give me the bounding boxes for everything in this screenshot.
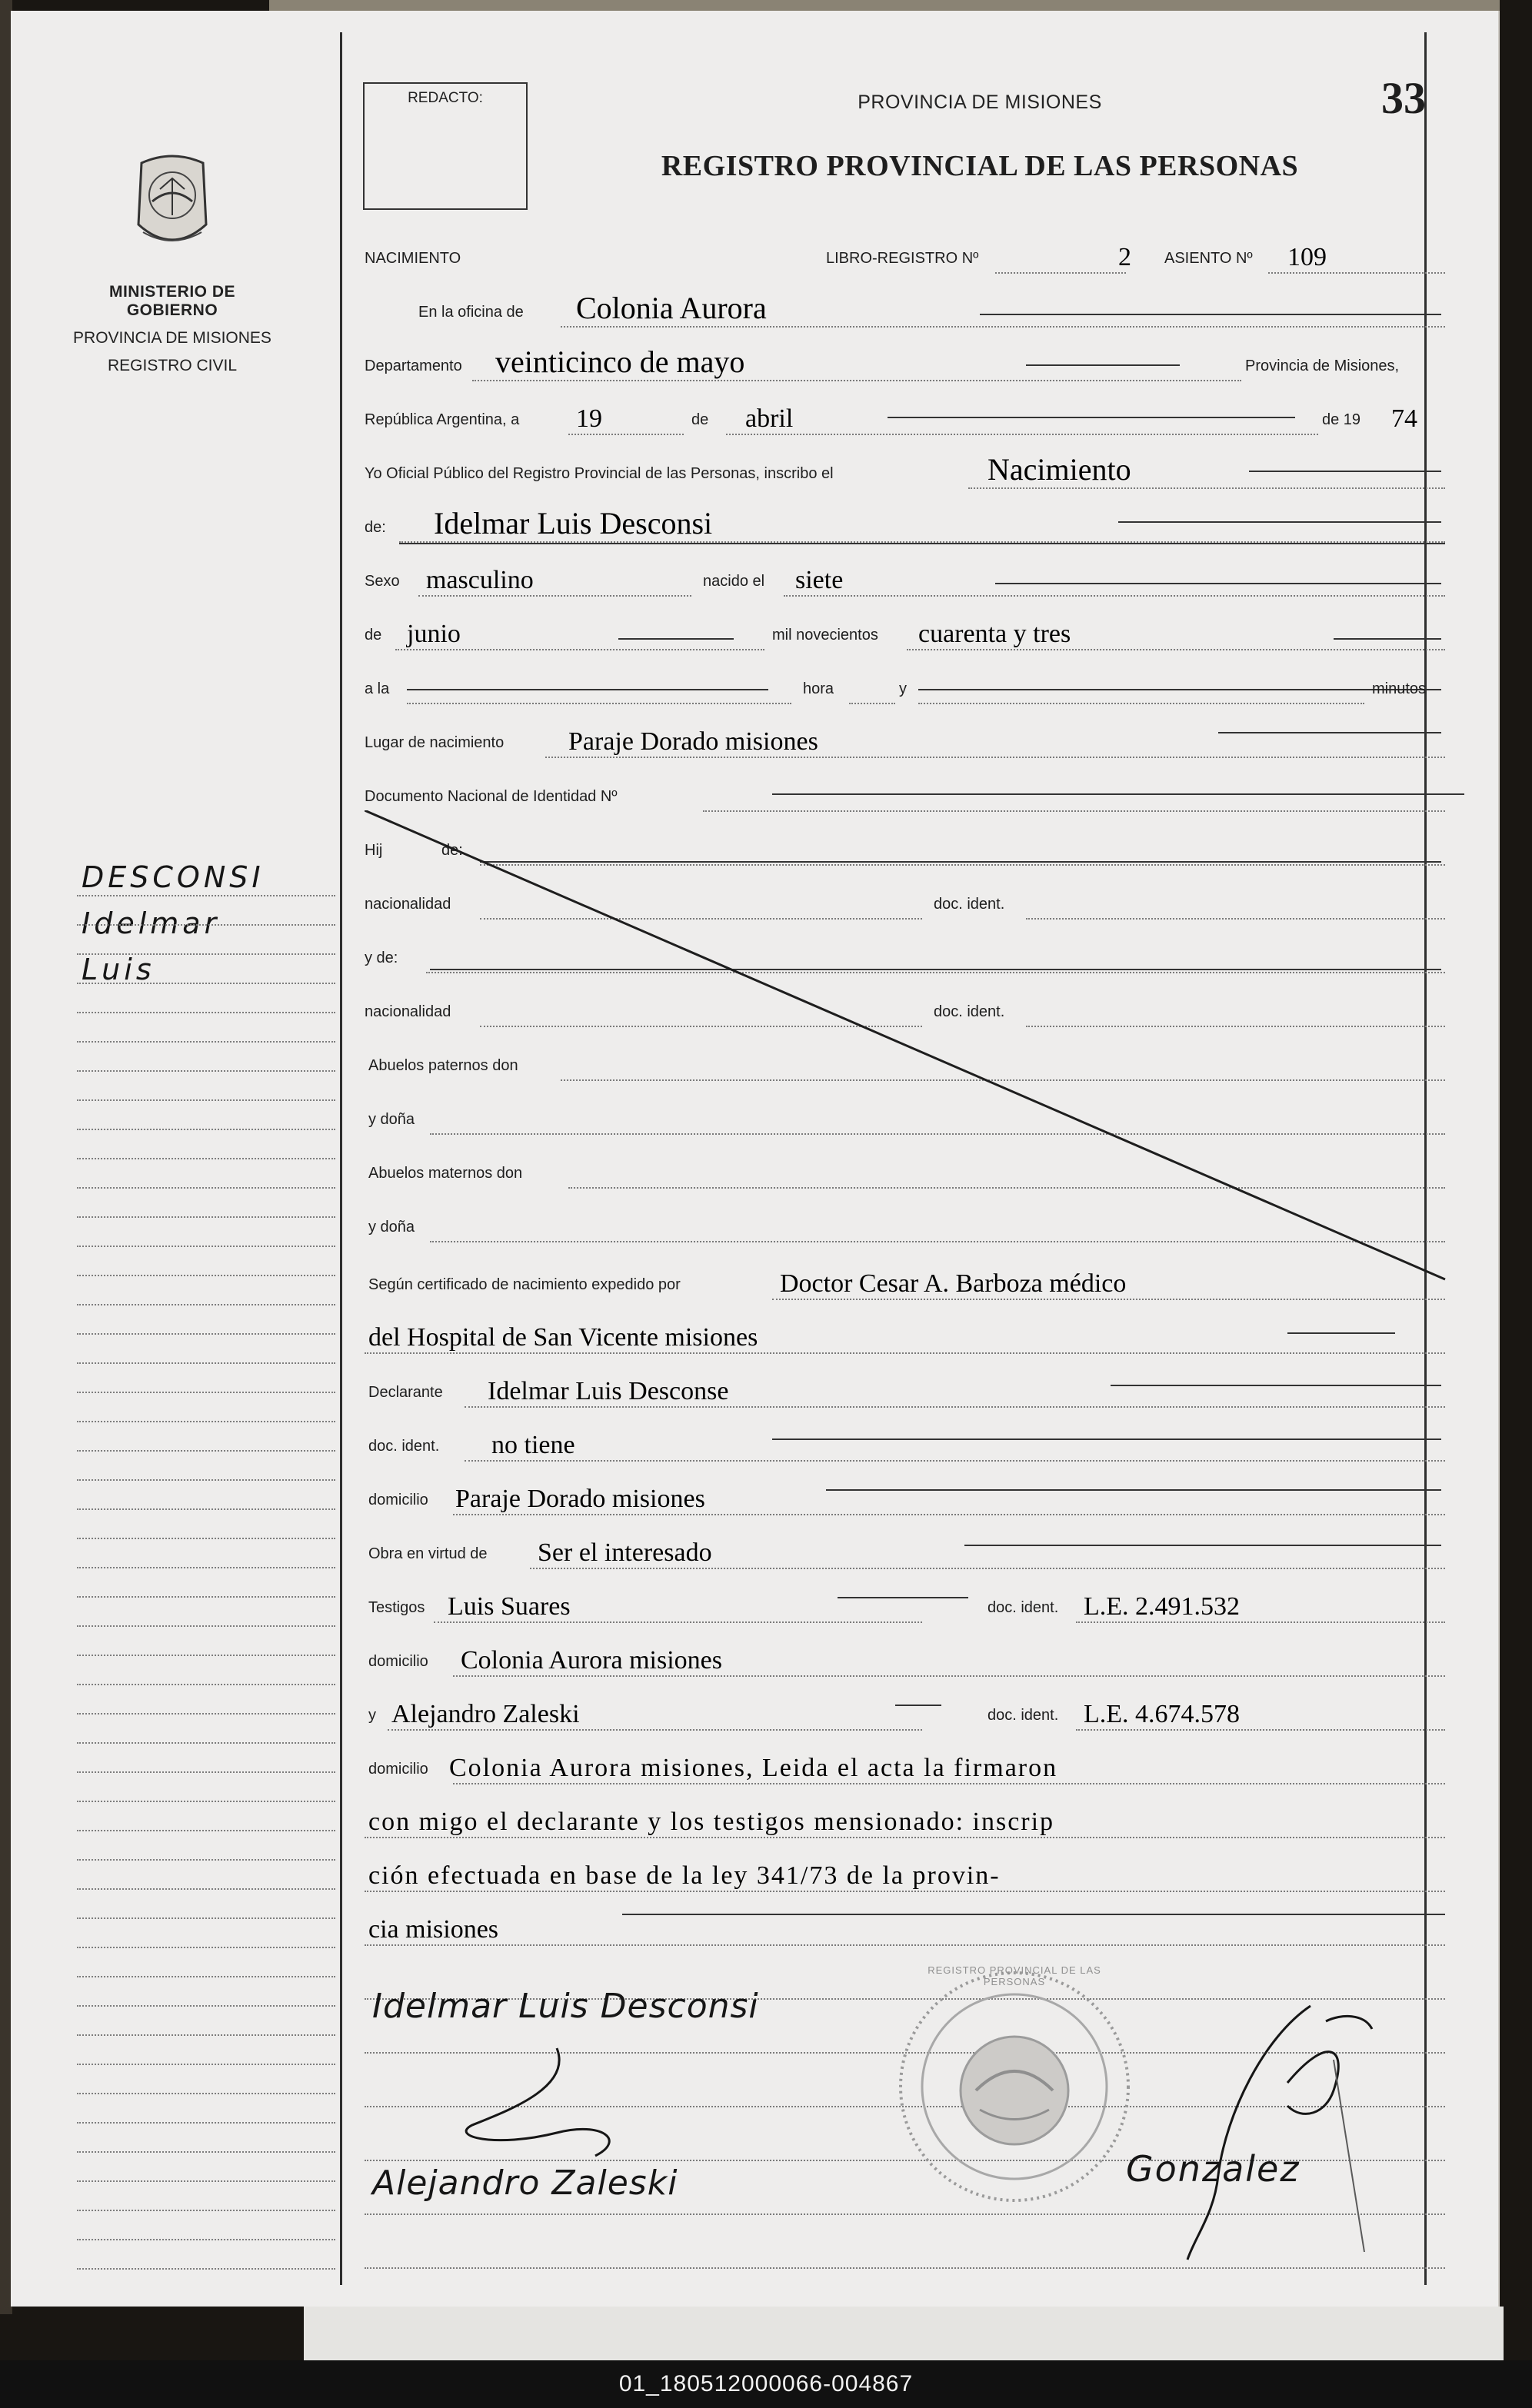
- nacido-label: nacido el: [703, 573, 765, 590]
- testigo1-value: Luis Suares: [448, 1592, 571, 1621]
- sexo-value: masculino: [426, 566, 534, 594]
- margin-rule: [77, 2210, 335, 2211]
- margin-rule: [77, 1976, 335, 1977]
- abuelos-maternos-label: Abuelos maternos don: [368, 1165, 523, 1182]
- redacto-label: REDACTO:: [408, 90, 483, 106]
- testigo2-doc-label: doc. ident.: [987, 1707, 1059, 1724]
- margin-rule: [77, 1070, 335, 1072]
- asiento-label: ASIENTO Nº: [1164, 250, 1253, 267]
- declarante-doc-row: [365, 1414, 1445, 1468]
- margin-rule: [77, 1713, 335, 1715]
- margin-rule: [77, 1392, 335, 1393]
- maternos-dona-label: y doña: [368, 1219, 415, 1236]
- provincia-suffix: Provincia de Misiones,: [1245, 358, 1400, 374]
- margin-rule: [77, 1801, 335, 1802]
- margin-rule: [77, 1012, 335, 1013]
- registry-title: REGISTRO PROVINCIAL DE LAS PERSONAS: [661, 150, 1299, 182]
- testigos-label: Testigos: [368, 1599, 425, 1616]
- note-row-3: [365, 1898, 1445, 1952]
- margin-rule: [77, 1567, 335, 1568]
- lugar-value: Paraje Dorado misiones: [568, 727, 818, 756]
- caption-bar: [0, 2360, 1532, 2408]
- departamento-value: veinticinco de mayo: [495, 344, 745, 379]
- day-value: 19: [576, 404, 602, 433]
- official-signature-flourish-icon: [1172, 1991, 1387, 2267]
- republica-label: República Argentina, a: [365, 411, 520, 428]
- testigo1-doc-value: L.E. 2.491.532: [1084, 1592, 1241, 1621]
- strike-through-line: [365, 810, 1449, 1287]
- oficina-row: [365, 280, 1445, 334]
- hij-de-label: de:: [441, 842, 463, 859]
- declarante-doc-label: doc. ident.: [368, 1438, 440, 1455]
- testigo1-domicilio-row: [365, 1629, 1445, 1683]
- minutos-label: minutos: [1372, 680, 1427, 697]
- margin-rule: [77, 895, 335, 896]
- segun-value: Doctor Cesar A. Barboza médico: [780, 1269, 1127, 1298]
- margin-rule: [77, 924, 335, 926]
- declarante-row: [365, 1360, 1445, 1414]
- margin-rule: [77, 2064, 335, 2065]
- margin-rule: [77, 2180, 335, 2182]
- month-value: abril: [745, 404, 794, 433]
- domicilio-label: domicilio: [368, 1492, 428, 1508]
- domicilio-row: [365, 1468, 1445, 1522]
- oficial-label: Yo Oficial Público del Registro Provincial de las Personas, inscribo el: [365, 465, 834, 482]
- margin-rule: [77, 1830, 335, 1831]
- province-header: PROVINCIA DE MISIONES: [858, 91, 1102, 113]
- margin-rule: [77, 1947, 335, 1948]
- name-label: de:: [365, 519, 386, 536]
- note-line-1: con migo el declarante y los testigos mensionado: inscrip: [368, 1808, 1055, 1836]
- page-number: 33: [1381, 73, 1426, 123]
- mes-row: [365, 603, 1445, 657]
- margin-rule: [77, 1275, 335, 1276]
- sexo-label: Sexo: [365, 573, 400, 590]
- asiento-value: 109: [1287, 243, 1327, 271]
- margin-rule: [77, 983, 335, 984]
- scan-background-bottom: [304, 2307, 1504, 2360]
- testigo1-dom-label: domicilio: [368, 1653, 428, 1670]
- margin-rule: [77, 953, 335, 955]
- departamento-row: [365, 334, 1445, 387]
- declarante-label: Declarante: [368, 1384, 443, 1401]
- margin-rule: [77, 1362, 335, 1364]
- left-frame-line: [340, 32, 342, 2285]
- segun-cont-value: del Hospital de San Vicente misiones: [368, 1323, 758, 1352]
- hora-row: [365, 657, 1445, 710]
- birth-month-value: junio: [407, 620, 461, 648]
- margin-rule: [77, 1771, 335, 1773]
- record-type-row: [365, 226, 1445, 280]
- margin-note-first-name: Idelmar: [82, 906, 221, 940]
- note-line-3: cia misiones: [368, 1915, 499, 1944]
- margin-rule: [77, 1421, 335, 1422]
- ledger-page: [11, 11, 1500, 2307]
- margin-rule: [77, 1246, 335, 1247]
- dni-label: Documento Nacional de Identidad Nº: [365, 788, 618, 805]
- obra-value: Ser el interesado: [538, 1538, 712, 1567]
- margin-rule: [77, 1655, 335, 1656]
- note-line-2: ción efectuada en base de la ley 341/73 de la provin-: [368, 1861, 1001, 1890]
- doc-ident-label-2: doc. ident.: [934, 1003, 1005, 1020]
- margin-rule: [77, 2122, 335, 2124]
- signature-flourish-icon: [441, 2040, 641, 2164]
- margin-rule: [77, 1129, 335, 1130]
- margin-note-middle-name: Luis: [82, 953, 155, 986]
- oficina-label: En la oficina de: [418, 304, 524, 321]
- departamento-label: Departamento: [365, 358, 462, 374]
- margin-rule: [77, 2005, 335, 2007]
- year-label: de 19: [1322, 411, 1361, 428]
- record-type-label: NACIMIENTO: [365, 250, 461, 267]
- margin-rule: [77, 1859, 335, 1861]
- y-label: y: [899, 680, 907, 697]
- margin-rule: [77, 1538, 335, 1539]
- note-row-1: [365, 1791, 1445, 1844]
- margin-rule: [77, 1888, 335, 1890]
- de-label: de: [691, 411, 709, 428]
- margin-rule: [77, 1099, 335, 1101]
- testigo2-doc-value: L.E. 4.674.578: [1084, 1700, 1241, 1728]
- margin-rule: [77, 1508, 335, 1510]
- signature-declarante: Idelmar Luis Desconsi: [372, 1987, 759, 2026]
- margin-rule: [77, 1479, 335, 1481]
- hora-label: hora: [803, 680, 834, 697]
- certificado-cont-row: [365, 1306, 1445, 1360]
- sexo-row: [365, 549, 1445, 603]
- margin-rule: [77, 1041, 335, 1043]
- stamp-text: REGISTRO PROVINCIAL DE LAS PERSONAS: [928, 1964, 1101, 1987]
- obra-row: [365, 1522, 1445, 1575]
- y-de-label: y de:: [365, 950, 398, 966]
- segun-label: Según certificado de nacimiento expedido por: [368, 1276, 681, 1293]
- margin-note-surname: DESCONSI: [82, 860, 265, 894]
- obra-label: Obra en virtud de: [368, 1545, 488, 1562]
- lugar-row: [365, 710, 1445, 764]
- testigo2-row: [365, 1683, 1445, 1737]
- margin-rule: [77, 1625, 335, 1627]
- margin-rule: [77, 1450, 335, 1452]
- de2-label: de: [365, 627, 382, 644]
- name-row: [365, 495, 1445, 549]
- libro-label: LIBRO-REGISTRO Nº: [826, 250, 979, 267]
- margin-rule: [77, 1742, 335, 1744]
- note-row-2: [365, 1844, 1445, 1898]
- declarante-doc-value: no tiene: [491, 1431, 575, 1459]
- fecha-row: [365, 387, 1445, 441]
- testigo2-value: Alejandro Zaleski: [391, 1700, 580, 1728]
- provincial-seal-icon: [126, 148, 218, 263]
- nacionalidad-label-1: nacionalidad: [365, 896, 451, 913]
- margin-rule: [77, 2239, 335, 2240]
- libro-value: 2: [1118, 243, 1131, 271]
- declarante-value: Idelmar Luis Desconse: [488, 1377, 729, 1405]
- domicilio-value: Paraje Dorado misiones: [455, 1485, 705, 1513]
- official-stamp: [895, 1964, 1134, 2206]
- margin-rule: [77, 2093, 335, 2094]
- signature-oficial: Gonzalez: [1126, 2148, 1301, 2190]
- doc-ident-label-1: doc. ident.: [934, 896, 1005, 913]
- oficina-value: Colonia Aurora: [576, 291, 767, 325]
- signature-testigo: Alejandro Zaleski: [372, 2164, 678, 2203]
- testigo2-dom-value: Colonia Aurora misiones, Leida el acta la firmaron: [449, 1754, 1058, 1782]
- testigo2-domicilio-row: [365, 1737, 1445, 1791]
- margin-rule: [77, 1158, 335, 1159]
- testigo2-dom-label: domicilio: [368, 1761, 428, 1778]
- margin-rule: [77, 1333, 335, 1335]
- year-value: 74: [1391, 404, 1417, 433]
- redacto-box: [363, 82, 528, 210]
- margin-rule: [77, 2268, 335, 2270]
- oficial-row: [365, 441, 1445, 495]
- testigo1-doc-label: doc. ident.: [987, 1599, 1059, 1616]
- testigo1-dom-value: Colonia Aurora misiones: [461, 1646, 722, 1675]
- nacido-value: siete: [795, 566, 844, 594]
- mil-value: cuarenta y tres: [918, 620, 1071, 648]
- ministry-name: MINISTERIO DE GOBIERNO: [108, 283, 235, 319]
- margin-rule: [77, 1684, 335, 1685]
- margin-rule: [77, 1596, 335, 1598]
- left-header: [65, 148, 280, 375]
- abuelos-paternos-label: Abuelos paternos don: [368, 1057, 518, 1074]
- province-name: PROVINCIA DE MISIONES: [73, 329, 271, 347]
- paternos-dona-label: y doña: [368, 1111, 415, 1128]
- lugar-label: Lugar de nacimiento: [365, 734, 505, 751]
- oficial-value: Nacimiento: [987, 452, 1131, 487]
- image-caption: 01_180512000066-004867: [618, 2371, 914, 2396]
- hij-label: Hij: [365, 842, 383, 859]
- y2-label: y: [368, 1707, 376, 1724]
- margin-rule: [77, 1187, 335, 1189]
- margin-rule: [77, 2151, 335, 2153]
- testigo1-row: [365, 1575, 1445, 1629]
- margin-rule: [77, 1304, 335, 1305]
- a-la-label: a la: [365, 680, 390, 697]
- registry-name: REGISTRO CIVIL: [107, 357, 238, 374]
- margin-rule: [77, 1216, 335, 1218]
- margin-rule: [77, 2034, 335, 2036]
- nacionalidad-label-2: nacionalidad: [365, 1003, 451, 1020]
- mil-label: mil novecientos: [772, 627, 878, 644]
- name-value: Idelmar Luis Desconsi: [434, 506, 713, 540]
- margin-rule: [77, 1917, 335, 1919]
